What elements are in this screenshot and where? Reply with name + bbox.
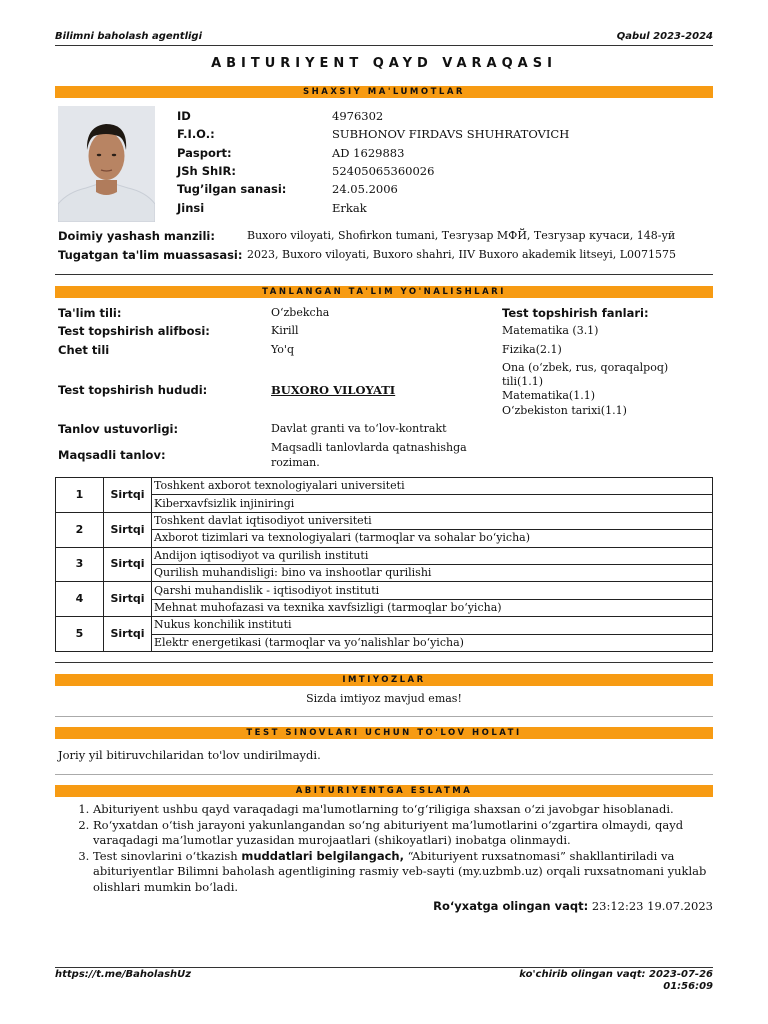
specialty-name: Qurilish muhandisligi: bino va inshootlar qurilishi [152, 564, 713, 581]
subject-item: Fizika(2.1) [502, 343, 562, 356]
id-value: 4976302 [332, 109, 384, 123]
section-directions: TANLANGAN TA'LIM YO'NALISHLARI [55, 286, 713, 298]
alphabet-value: Kirill [271, 324, 299, 337]
applicant-photo [58, 106, 155, 222]
table-row [56, 512, 713, 529]
table-row [56, 582, 713, 599]
section-payment: TEST SINOVLARI UCHUN TO'LOV HOLATI [55, 727, 713, 739]
foreign-language-value: Yo'q [271, 343, 294, 356]
table-row [56, 495, 713, 512]
admission-season: Qabul 2023-2024 [616, 31, 713, 42]
university-name: Toshkent davlat iqtisodiyot universiteti [152, 512, 713, 529]
table-row [56, 634, 713, 651]
fio-value: SUBHONOV FIRDAVS SHUHRATOVICH [332, 127, 570, 141]
note-item [93, 849, 743, 896]
notes-list [55, 802, 743, 896]
foreign-language-label: Chet tili [58, 343, 110, 357]
divider-4 [55, 774, 713, 775]
test-region-label: Test topshirish hududi: [58, 383, 208, 397]
choice-number: 5 [56, 617, 104, 652]
table-row [56, 478, 713, 495]
divider-3 [55, 716, 713, 717]
study-mode: Sirtqi [104, 547, 152, 582]
targeted-value-line2: roziman. [271, 456, 320, 469]
jshshir-label: JSh ShIR: [177, 164, 236, 178]
priority-value: Davlat granti va to‘lov-kontrakt [271, 422, 447, 435]
language-value: O‘zbekcha [271, 306, 330, 319]
table-row [56, 599, 713, 616]
section-notes: ABITURIYENTGA ESLATMA [55, 785, 713, 797]
table-row [56, 547, 713, 564]
section-personal: SHAXSIY MA'LUMOTLAR [55, 86, 713, 98]
table-row [56, 617, 713, 634]
subject-item: tili(1.1) [502, 375, 544, 388]
university-name: Nukus konchilik instituti [152, 617, 713, 634]
note-text: Test sinovlarini o‘tkazish [93, 848, 242, 863]
choice-number: 2 [56, 512, 104, 547]
table-row [56, 530, 713, 547]
birth-date-value: 24.05.2006 [332, 182, 398, 196]
telegram-link[interactable]: https://t.me/BaholashUz [55, 969, 192, 980]
alphabet-label: Test topshirish alifbosi: [58, 324, 210, 338]
gender-value: Erkak [332, 201, 367, 215]
table-row [56, 564, 713, 581]
passport-value: AD 1629883 [332, 146, 405, 160]
study-mode: Sirtqi [104, 478, 152, 513]
specialty-name: Kiberxavfsizlik injiniringi [152, 495, 713, 512]
address-label: Doimiy yashash manzili: [58, 229, 215, 243]
targeted-label: Maqsadli tanlov: [58, 448, 166, 462]
choices-table [55, 477, 713, 652]
language-label: Ta'lim tili: [58, 306, 122, 320]
note-item: 2. Ro‘yxatdan o‘tish jarayoni yakunlangandan so‘ng abituriyent ma’lumotlarini o‘zgartira olmaydi, qayd varaqadagi ma’lumotlar yuzasidan murojaatlari (shikoyatlari) inobatga olinmaydi. [93, 818, 743, 849]
specialty-name: Axborot tizimlari va texnologiyalari (tarmoqlar va sohalar bo‘yicha) [152, 530, 713, 547]
payment-text: Joriy yil bitiruvchilaridan to'lov undirilmaydi. [58, 748, 321, 762]
university-name: Andijon iqtisodiyot va qurilish instituti [152, 547, 713, 564]
choice-number: 1 [56, 478, 104, 513]
address-value: Buxoro viloyati, Shofirkon tumani, Тезгузар МФЙ, Тезгузар кучаси, 148-уй [247, 229, 676, 242]
note-item: 1. Abituriyent ushbu qayd varaqadagi ma'lumotlarning to‘g‘riligiga shaxsan o‘zi javobgar hisoblanadi. [93, 802, 743, 818]
registration-time-label: Ro‘yxatga olingan vaqt: [433, 899, 589, 913]
subjects-label: Test topshirish fanlari: [502, 306, 649, 320]
fio-label: F.I.O.: [177, 127, 215, 141]
specialty-name: Elektr energetikasi (tarmoqlar va yo‘nalishlar bo‘yicha) [152, 634, 713, 651]
school-value: 2023, Buxoro viloyati, Buxoro shahri, IIV Buxoro akademik litseyi, L0071575 [247, 248, 677, 261]
priority-label: Tanlov ustuvorligi: [58, 422, 179, 436]
divider-1 [55, 274, 713, 275]
study-mode: Sirtqi [104, 617, 152, 652]
subject-item: Ona (o‘zbek, rus, qoraqalpoq) [502, 361, 669, 374]
birth-date-label: Tug’ilgan sanasi: [177, 182, 287, 196]
registration-time-value: 23:12:23 19.07.2023 [591, 899, 713, 913]
school-label: Tugatgan ta'lim muassasasi: [58, 248, 243, 262]
subject-item: Matematika (3.1) [502, 324, 599, 337]
university-name: Qarshi muhandislik - iqtisodiyot instituti [152, 582, 713, 599]
page-title: ABITURIYENT QAYD VARAQASI [211, 56, 557, 71]
privileges-text: Sizda imtiyoz mavjud emas! [306, 692, 462, 705]
footer-divider [55, 967, 713, 968]
university-name: Toshkent axborot texnologiyalari universiteti [152, 478, 713, 495]
test-region-value: BUXORO VILOYATI [271, 383, 396, 397]
choice-number: 4 [56, 582, 104, 617]
specialty-name: Mehnat muhofazasi va texnika xavfsizligi (tarmoqlar bo‘yicha) [152, 599, 713, 616]
jshshir-value: 52405065360026 [332, 164, 435, 178]
subject-item: Matematika(1.1) [502, 389, 595, 402]
passport-label: Pasport: [177, 146, 232, 160]
targeted-value-line1: Maqsadli tanlovlarda qatnashishga [271, 441, 467, 454]
download-time-line2: 01:56:09 [663, 981, 713, 992]
divider-2 [55, 662, 713, 663]
study-mode: Sirtqi [104, 582, 152, 617]
agency-name: Bilimni baholash agentligi [55, 31, 203, 42]
note-emphasis: muddatlari belgilangach, [241, 848, 404, 863]
study-mode: Sirtqi [104, 512, 152, 547]
note-text: “Abituriyent ruxsatnomasi” shakllantiriladi va abituriyentlar Bilimni baholash agentligining rasmiy veb-sayti (my.uzbmb.uz) orqali ruxsatnomani yuklab olishlari mumkin bo‘ladi. [93, 848, 707, 894]
section-privileges: IMTIYOZLAR [55, 674, 713, 686]
choice-number: 3 [56, 547, 104, 582]
registration-time [433, 899, 713, 913]
download-time-line1: ko'chirib olingan vaqt: 2023-07-26 [519, 969, 713, 980]
subject-item: O‘zbekiston tarixi(1.1) [502, 404, 627, 417]
header-divider [55, 45, 713, 46]
gender-label: Jinsi [177, 201, 205, 215]
id-label: ID [177, 109, 191, 123]
